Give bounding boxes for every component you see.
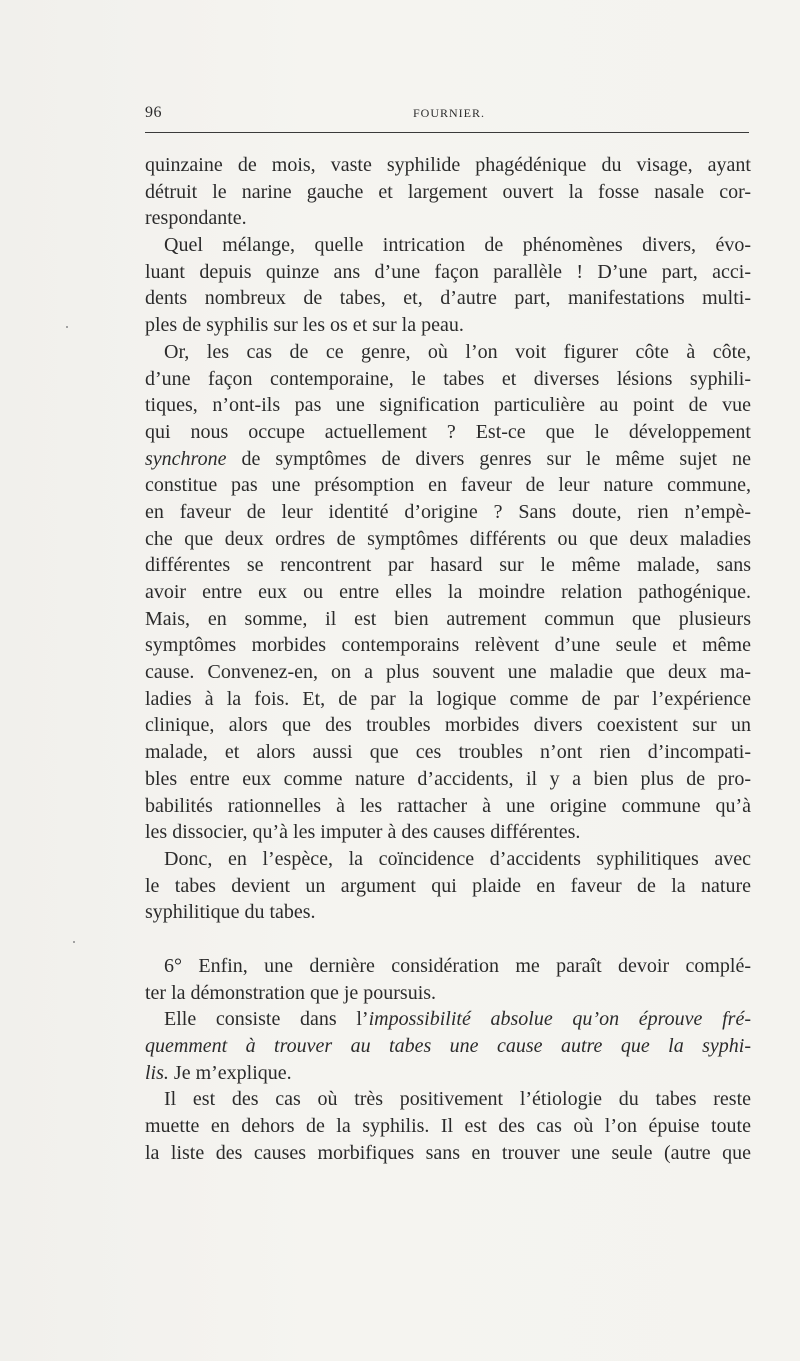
running-head: FOURNIER. — [413, 106, 486, 120]
line-start: Elle consiste dans l’ — [164, 1008, 369, 1031]
line-remainder: de symptômes de divers genres sur le même sujet ne — [241, 447, 752, 470]
text-line: constitue pas une présomption en faveur de leur nature commune, — [145, 474, 751, 497]
text-line: les dissocier, qu’à les imputer à des causes différentes. — [145, 821, 581, 844]
header-rule — [145, 132, 749, 133]
text-line: bles entre eux comme nature d’accidents, il y a bien plus de pro- — [145, 767, 751, 790]
text-line: ples de syphilis sur les os et sur la peau. — [145, 314, 464, 337]
page-header — [145, 104, 750, 124]
text-line: luant depuis quinze ans d’une façon parallèle ! D’une part, acci- — [145, 260, 751, 283]
text-line: différentes se rencontrent par hasard sur le même malade, sans — [145, 554, 751, 577]
page-number: 96 — [145, 104, 162, 121]
text-line: muette en dehors de la syphilis. Il est des cas où l’on épuise toute — [145, 1115, 751, 1138]
text-line: en faveur de leur identité d’origine ? Sans doute, rien n’empè- — [145, 500, 751, 523]
text-line: symptômes morbides contemporains relèvent d’une seule et même — [145, 634, 751, 657]
text-line: babilités rationnelles à les rattacher à une origine commune qu’à — [145, 794, 751, 817]
text-line: qui nous occupe actuellement ? Est-ce que le développement — [145, 420, 751, 443]
text-line: Quel mélange, quelle intrication de phénomènes divers, évo- — [164, 234, 751, 257]
text-line: détruit le narine gauche et largement ouvert la fosse nasale cor- — [145, 180, 751, 203]
text-line: le tabes devient un argument qui plaide en faveur de la nature — [145, 874, 751, 897]
text-line: Mais, en somme, il est bien autrement commun que plusieurs — [145, 607, 751, 630]
paper-speck — [73, 941, 75, 943]
text-line: che que deux ordres de symptômes différents ou que deux maladies — [145, 527, 751, 550]
text-line: cause. Convenez-en, on a plus souvent une maladie que deux ma- — [145, 661, 751, 684]
line-remainder: Je m’explique. — [173, 1061, 292, 1084]
text-line: la liste des causes morbifiques sans en trouver une seule (autre que — [145, 1141, 751, 1164]
text-line: ladies à la fois. Et, de par la logique comme de par l’expérience — [145, 687, 751, 710]
paper-speck — [66, 326, 68, 328]
text-line: dents nombreux de tabes, et, d’autre part, manifestations multi- — [145, 287, 751, 310]
text-line: ter la démonstration que je poursuis. — [145, 981, 437, 1004]
text-line: Il est des cas où très positivement l’étiologie du tabes reste — [164, 1088, 751, 1111]
italic-phrase: impossibilité absolue qu’on éprouve fré- — [368, 1008, 751, 1031]
text-line: avoir entre eux ou entre elles la moindre relation pathogénique. — [145, 581, 751, 603]
text-line: 6° Enfin, une dernière considération me paraît devoir complé- — [164, 954, 751, 977]
text-line: Or, les cas de ce genre, où l’on voit figurer côte à côte, — [164, 340, 751, 363]
text-line — [145, 1060, 751, 1087]
italic-phrase: quemment à trouver au tabes une cause autre que la syphi- — [145, 1035, 751, 1057]
text-line — [145, 1006, 751, 1033]
italic-word: lis. — [145, 1061, 169, 1084]
text-line: clinique, alors que des troubles morbides divers coexistent sur un — [145, 714, 751, 737]
text-line: tiques, n’ont-ils pas une signification particulière au point de vue — [145, 394, 751, 417]
text-line: malade, et alors aussi que ces troubles n’ont rien d’incompati- — [145, 741, 751, 764]
text-line — [145, 446, 751, 473]
italic-word: synchrone — [145, 447, 227, 470]
text-line: d’une façon contemporaine, le tabes et diverses lésions syphili- — [145, 367, 751, 390]
text-line: Donc, en l’espèce, la coïncidence d’accidents syphilitiques avec — [164, 847, 751, 870]
text-line: quinzaine de mois, vaste syphilide phagédénique du visage, ayant — [145, 154, 751, 176]
paragraph-gap — [145, 926, 751, 953]
text-line — [145, 1033, 751, 1060]
text-line: syphilitique du tabes. — [145, 901, 316, 924]
text-line: respondante. — [145, 207, 247, 230]
body-text — [145, 152, 751, 1166]
